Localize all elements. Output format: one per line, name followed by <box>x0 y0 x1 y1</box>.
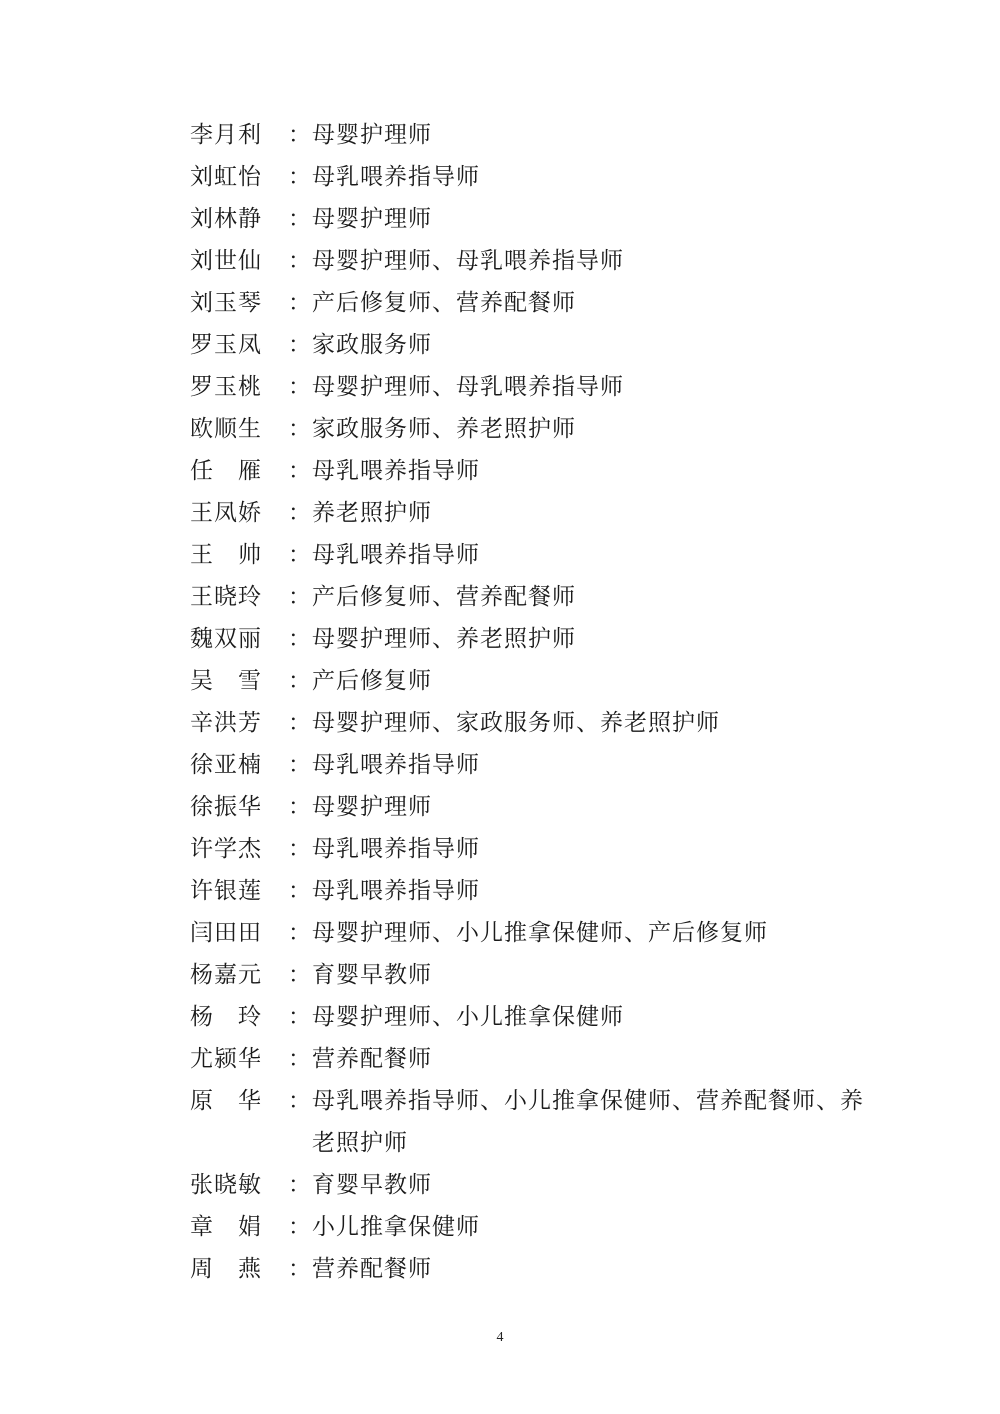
colon: ： <box>288 458 312 484</box>
name-role-list <box>190 114 870 1290</box>
colon: ： <box>288 290 312 316</box>
person-name: 王凤娇 <box>190 500 262 526</box>
colon: ： <box>288 668 312 694</box>
person-name: 刘世仙 <box>190 248 262 274</box>
colon: ： <box>288 416 312 442</box>
qualification-list: 母婴护理师、家政服务师、养老照护师 <box>312 710 720 736</box>
colon: ： <box>288 752 312 778</box>
colon: ： <box>288 1256 312 1282</box>
person-name: 徐振华 <box>190 794 262 820</box>
list-item <box>190 702 870 744</box>
qualification-list: 母乳喂养指导师 <box>312 752 480 778</box>
list-item <box>190 450 870 492</box>
person-name: 王晓玲 <box>190 584 262 610</box>
qualification-list: 母婴护理师、养老照护师 <box>312 626 576 652</box>
qualification-list: 母乳喂养指导师 <box>312 164 480 190</box>
qualification-list: 母乳喂养指导师 <box>312 542 480 568</box>
colon: ： <box>288 1214 312 1240</box>
person-name: 张晓敏 <box>190 1172 262 1198</box>
person-name: 许学杰 <box>190 836 262 862</box>
person-name: 欧顺生 <box>190 416 262 442</box>
person-name: 魏双丽 <box>190 626 262 652</box>
person-name: 尤颍华 <box>190 1046 262 1072</box>
person-name: 杨 玲 <box>190 1004 262 1030</box>
qualification-list: 养老照护师 <box>312 500 432 526</box>
qualification-list: 产后修复师 <box>312 668 432 694</box>
person-name: 闫田田 <box>190 920 262 946</box>
colon: ： <box>288 1172 312 1198</box>
colon: ： <box>288 122 312 148</box>
colon: ： <box>288 710 312 736</box>
colon: ： <box>288 248 312 274</box>
list-item <box>190 996 870 1038</box>
list-item <box>190 1164 870 1206</box>
colon: ： <box>288 920 312 946</box>
person-name: 刘林静 <box>190 206 262 232</box>
colon: ： <box>288 164 312 190</box>
list-item <box>190 1248 870 1290</box>
qualification-list: 母婴护理师、小儿推拿保健师 <box>312 1004 624 1030</box>
colon: ： <box>288 1004 312 1030</box>
list-item <box>190 1038 870 1080</box>
person-name: 吴 雪 <box>190 668 262 694</box>
colon: ： <box>288 584 312 610</box>
qualification-list: 母婴护理师 <box>312 206 432 232</box>
list-item <box>190 954 870 996</box>
qualification-list: 母婴护理师 <box>312 794 432 820</box>
person-name: 辛洪芳 <box>190 710 262 736</box>
qualification-list: 母婴护理师、母乳喂养指导师 <box>312 248 624 274</box>
qualification-list: 家政服务师、养老照护师 <box>312 416 576 442</box>
list-item <box>190 744 870 786</box>
qualification-list: 母婴护理师 <box>312 122 432 148</box>
list-item <box>190 786 870 828</box>
list-item <box>190 492 870 534</box>
list-item <box>190 660 870 702</box>
person-name: 原 华 <box>190 1088 262 1114</box>
list-item <box>190 870 870 912</box>
person-name: 杨嘉元 <box>190 962 262 988</box>
person-name: 章 娟 <box>190 1214 262 1240</box>
colon: ： <box>288 206 312 232</box>
person-name: 李月利 <box>190 122 262 148</box>
person-name: 罗玉凤 <box>190 332 262 358</box>
list-item <box>190 324 870 366</box>
colon: ： <box>288 500 312 526</box>
colon: ： <box>288 794 312 820</box>
person-name: 罗玉桃 <box>190 374 262 400</box>
list-item <box>190 156 870 198</box>
page-number: 4 <box>496 1330 504 1345</box>
list-item <box>190 912 870 954</box>
qualification-list: 母乳喂养指导师 <box>312 458 480 484</box>
qualification-list: 母婴护理师、小儿推拿保健师、产后修复师 <box>312 920 768 946</box>
qualification-list: 母乳喂养指导师、小儿推拿保健师、营养配餐师、养老照护师 <box>312 1088 864 1156</box>
person-name: 刘玉琴 <box>190 290 262 316</box>
list-item <box>190 282 870 324</box>
list-item <box>190 1080 870 1164</box>
qualification-list: 营养配餐师 <box>312 1046 432 1072</box>
colon: ： <box>288 836 312 862</box>
qualification-list: 小儿推拿保健师 <box>312 1214 480 1240</box>
colon: ： <box>288 374 312 400</box>
colon: ： <box>288 962 312 988</box>
list-item <box>190 114 870 156</box>
list-item <box>190 618 870 660</box>
qualification-list: 母乳喂养指导师 <box>312 878 480 904</box>
list-item <box>190 408 870 450</box>
qualification-list: 母乳喂养指导师 <box>312 836 480 862</box>
qualification-list: 育婴早教师 <box>312 1172 432 1198</box>
list-item <box>190 534 870 576</box>
colon: ： <box>288 878 312 904</box>
list-item <box>190 1206 870 1248</box>
list-item <box>190 576 870 618</box>
person-name: 徐亚楠 <box>190 752 262 778</box>
qualification-list: 产后修复师、营养配餐师 <box>312 290 576 316</box>
qualification-list: 产后修复师、营养配餐师 <box>312 584 576 610</box>
list-item <box>190 240 870 282</box>
list-item <box>190 198 870 240</box>
list-item <box>190 828 870 870</box>
colon: ： <box>288 332 312 358</box>
person-name: 刘虹怡 <box>190 164 262 190</box>
qualification-list: 家政服务师 <box>312 332 432 358</box>
person-name: 周 燕 <box>190 1256 262 1282</box>
list-item <box>190 366 870 408</box>
qualification-list: 营养配餐师 <box>312 1256 432 1282</box>
colon: ： <box>288 1046 312 1072</box>
colon: ： <box>288 1088 312 1114</box>
person-name: 任 雁 <box>190 458 262 484</box>
person-name: 许银莲 <box>190 878 262 904</box>
person-name: 王 帅 <box>190 542 262 568</box>
colon: ： <box>288 542 312 568</box>
qualification-list: 育婴早教师 <box>312 962 432 988</box>
colon: ： <box>288 626 312 652</box>
qualification-list: 母婴护理师、母乳喂养指导师 <box>312 374 624 400</box>
